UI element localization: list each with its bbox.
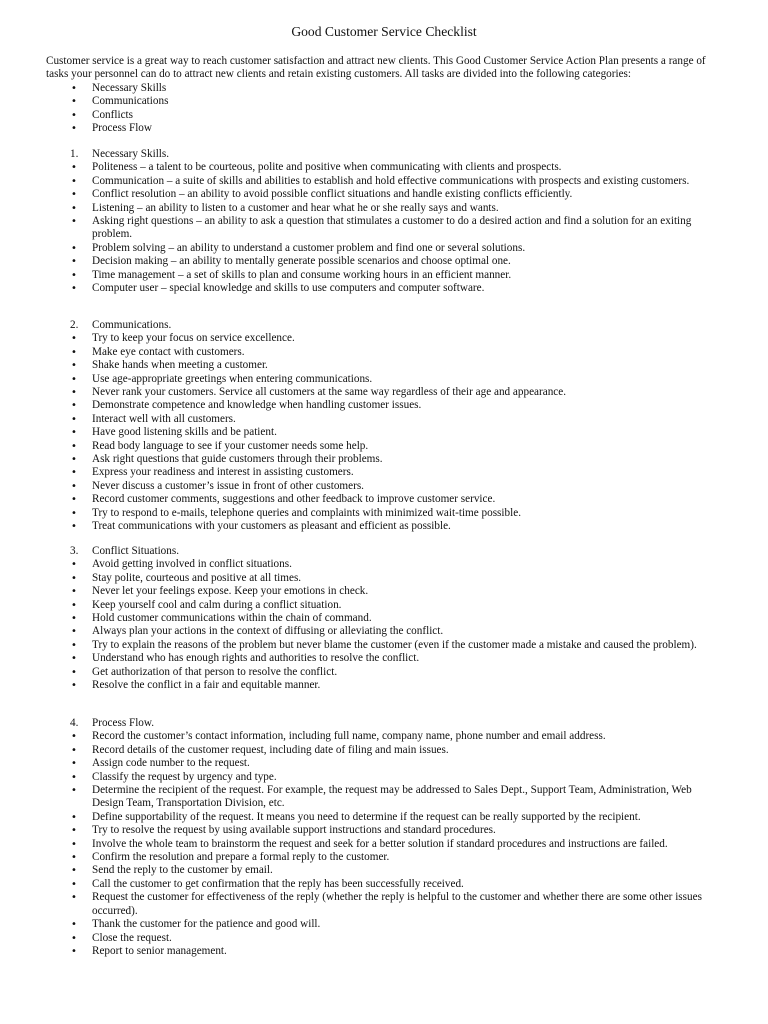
list-item: • Record the customer’s contact information, including full name, company name, phone number and email address. <box>46 730 722 743</box>
section-number: 4. <box>70 717 79 729</box>
category-item: • Necessary Skills <box>46 82 722 95</box>
list-item: • Hold customer communications within the chain of command. <box>46 612 722 625</box>
list-item: • Express your readiness and interest in assisting customers. <box>46 466 722 479</box>
list-item: • Keep yourself cool and calm during a conflict situation. <box>46 599 722 612</box>
category-item: • Communications <box>46 95 722 108</box>
list-item: • Record details of the customer request, including date of filing and main issues. <box>46 744 722 757</box>
section-title: Necessary Skills. <box>92 148 170 160</box>
list-item: • Demonstrate competence and knowledge when handling customer issues. <box>46 399 722 412</box>
category-list <box>46 82 722 136</box>
section-title: Process Flow. <box>92 717 155 729</box>
list-item: • Request the customer for effectiveness of the reply (whether the reply is helpful to the customer and whether there are some other issues occurred). <box>46 891 722 918</box>
section-communications <box>46 319 722 534</box>
list-item: • Confirm the resolution and prepare a formal reply to the customer. <box>46 851 722 864</box>
list-item: • Make eye contact with customers. <box>46 346 722 359</box>
section-heading <box>46 545 722 558</box>
section-title: Communications. <box>92 319 172 331</box>
list-item: • Computer user – special knowledge and skills to use computers and computer software. <box>46 282 722 295</box>
list-item: • Classify the request by urgency and type. <box>46 771 722 784</box>
intro-paragraph: Customer service is a great way to reach customer satisfaction and attract new clients. This Good Customer Service Action Plan presents a range of tasks your personnel can do to attract new clients and retain existing customers. All tasks are divided into the following categories: <box>46 55 706 81</box>
section-heading <box>46 717 722 730</box>
list-item: • Report to senior management. <box>46 945 722 958</box>
section-number: 1. <box>70 148 79 160</box>
section-heading <box>46 148 722 161</box>
list-item: • Politeness – a talent to be courteous, polite and positive when communicating with clients and prospects. <box>46 161 722 174</box>
list-item: • Communication – a suite of skills and abilities to establish and hold effective communications with prospects and existing customers. <box>46 175 722 188</box>
category-item: • Conflicts <box>46 109 722 122</box>
list-item: • Never let your feelings expose. Keep your emotions in check. <box>46 585 722 598</box>
list-item: • Call the customer to get confirmation that the reply has been successfully received. <box>46 878 722 891</box>
list-item: • Never discuss a customer’s issue in front of other customers. <box>46 480 722 493</box>
list-item: • Get authorization of that person to resolve the conflict. <box>46 666 722 679</box>
section-conflict-situations <box>46 545 722 692</box>
list-item: • Try to resolve the request by using available support instructions and standard procedures. <box>46 824 722 837</box>
section-heading <box>46 319 722 332</box>
list-item: • Use age-appropriate greetings when entering communications. <box>46 373 722 386</box>
section-title: Conflict Situations. <box>92 545 180 557</box>
section-number: 2. <box>70 319 79 331</box>
document-title: Good Customer Service Checklist <box>291 24 477 39</box>
list-item: • Understand who has enough rights and authorities to resolve the conflict. <box>46 652 722 665</box>
list-item: • Treat communications with your customers as pleasant and efficient as possible. <box>46 520 722 533</box>
list-item: • Always plan your actions in the context of diffusing or alleviating the conflict. <box>46 625 722 638</box>
list-item: • Problem solving – an ability to understand a customer problem and find one or several solutions. <box>46 242 722 255</box>
list-item: • Shake hands when meeting a customer. <box>46 359 722 372</box>
section-item-list <box>46 332 722 533</box>
list-item: • Try to explain the reasons of the problem but never blame the customer (even if the customer made a mistake and caused the problem). <box>46 639 722 652</box>
category-item: • Process Flow <box>46 122 722 135</box>
list-item: • Record customer comments, suggestions and other feedback to improve customer service. <box>46 493 722 506</box>
list-item: • Involve the whole team to brainstorm the request and seek for a better solution if standard procedures and instructions are failed. <box>46 838 722 851</box>
list-item: • Assign code number to the request. <box>46 757 722 770</box>
list-item: • Determine the recipient of the request. For example, the request may be addressed to Sales Dept., Support Team, Administration, Web Design Team, Transportation Division, etc. <box>46 784 722 811</box>
list-item: • Close the request. <box>46 932 722 945</box>
section-number: 3. <box>70 545 79 557</box>
list-item: • Asking right questions – an ability to ask a question that stimulates a customer to do a desired action and find a solution for an exiting problem. <box>46 215 722 242</box>
list-item: • Ask right questions that guide customers through their problems. <box>46 453 722 466</box>
section-process-flow <box>46 717 722 958</box>
list-item: • Resolve the conflict in a fair and equitable manner. <box>46 679 722 692</box>
list-item: • Have good listening skills and be patient. <box>46 426 722 439</box>
list-item: • Try to keep your focus on service excellence. <box>46 332 722 345</box>
section-item-list <box>46 558 722 692</box>
list-item: • Avoid getting involved in conflict situations. <box>46 558 722 571</box>
list-item: • Define supportability of the request. It means you need to determine if the request can be really supported by the recipient. <box>46 811 722 824</box>
list-item: • Thank the customer for the patience and good will. <box>46 918 722 931</box>
list-item: • Send the reply to the customer by email. <box>46 864 722 877</box>
list-item: • Conflict resolution – an ability to avoid possible conflict situations and handle existing conflicts efficiently. <box>46 188 722 201</box>
list-item: • Time management – a set of skills to plan and consume working hours in an efficient manner. <box>46 269 722 282</box>
list-item: • Try to respond to e-mails, telephone queries and complaints with minimized wait-time possible. <box>46 507 722 520</box>
section-item-list <box>46 161 722 295</box>
list-item: • Listening – an ability to listen to a customer and hear what he or she really says and wants. <box>46 202 722 215</box>
intro-block <box>46 55 722 135</box>
list-item: • Stay polite, courteous and positive at all times. <box>46 572 722 585</box>
list-item: • Interact well with all customers. <box>46 413 722 426</box>
section-necessary-skills <box>46 148 722 295</box>
list-item: • Read body language to see if your customer needs some help. <box>46 440 722 453</box>
list-item: • Never rank your customers. Service all customers at the same way regardless of their age and appearance. <box>46 386 722 399</box>
section-item-list <box>46 730 722 958</box>
list-item: • Decision making – an ability to mentally generate possible scenarios and choose optimal one. <box>46 255 722 268</box>
